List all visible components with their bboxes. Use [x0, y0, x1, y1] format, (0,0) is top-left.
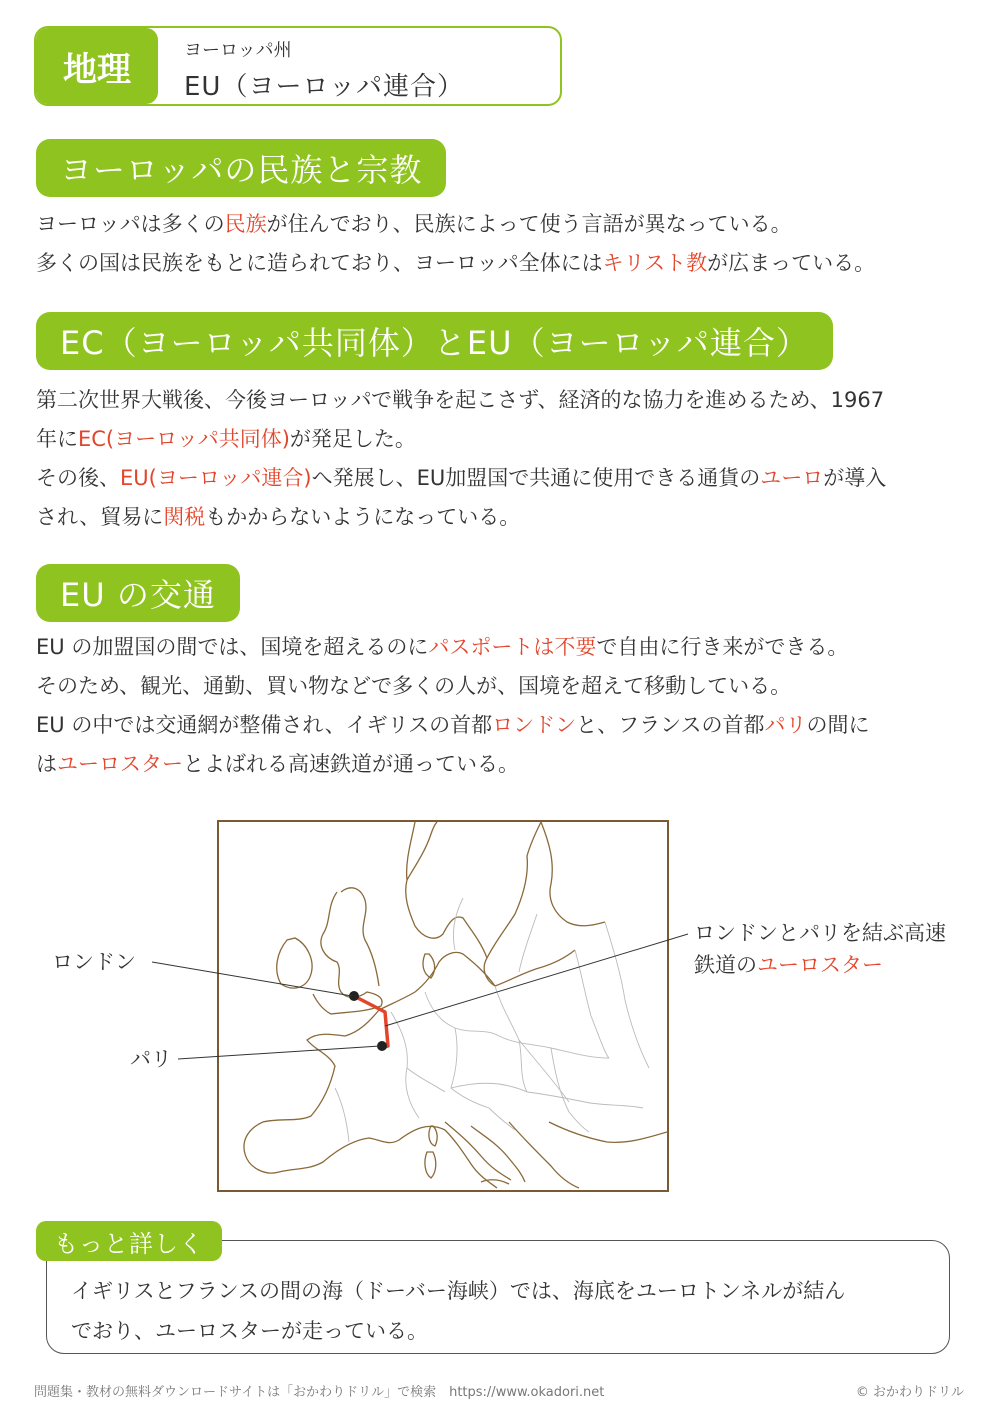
detail-line: でおり、ユーロスターが走っている。 [71, 1319, 428, 1343]
text: が住んでおり、民族によって使う言語が異なっている。 [266, 212, 792, 236]
keyword: 関税 [163, 505, 206, 529]
text: へ発展し、EU加盟国で共通に使用できる通貨の [311, 466, 761, 490]
detail-line: イギリスとフランスの間の海（ドーバー海峡）では、海底をユーロトンネルが結ん [71, 1279, 846, 1303]
text: 鉄道の [694, 953, 757, 977]
keyword: パリ [764, 713, 807, 737]
text: EU の中では交通網が整備され、イギリスの首都 [36, 713, 493, 737]
text: の間に [806, 713, 870, 737]
paragraph-line: 第二次世界大戦後、今後ヨーロッパで戦争を起こさず、経済的な協力を進めるため、1967 [36, 388, 885, 412]
keyword: キリスト教 [602, 251, 708, 275]
keyword: 民族 [224, 212, 267, 236]
text: が広まっている。 [707, 251, 876, 275]
text: が発足した。 [289, 427, 416, 451]
keyword: EC(ヨーロッパ共同体) [78, 427, 290, 451]
text: が導入 [823, 466, 887, 490]
text: は [36, 752, 57, 776]
text: その後、 [36, 466, 120, 490]
keyword: パスポートは不要 [428, 635, 597, 659]
text: 多くの国は民族をもとに造られており、ヨーロッパ全体には [36, 251, 603, 275]
eurostar-leader-line [385, 934, 688, 1026]
unit-label: ヨーロッパ州 [184, 40, 292, 61]
london-leader-line [152, 962, 352, 996]
text: 年に [36, 427, 78, 451]
footer-left: 問題集・教材の無料ダウンロードサイトは「おかわりドリル」で検索 https://www.okadori.net [34, 1385, 605, 1400]
text: で自由に行き来ができる。 [596, 635, 849, 659]
keyword: ユーロスター [757, 953, 883, 977]
text: もかからないようになっている。 [205, 505, 521, 529]
keyword: ユーロスター [57, 752, 183, 776]
text: され、貿易に [36, 505, 164, 529]
section-heading-eu-transport: EU の交通 [36, 564, 240, 622]
section-heading-ec-eu: EC（ヨーロッパ共同体）とEU（ヨーロッパ連合） [36, 312, 833, 370]
text: EU の加盟国の間では、国境を超えるのに [36, 635, 429, 659]
detail-tab: もっと詳しく [36, 1221, 222, 1261]
paragraph-line: そのため、観光、通勤、買い物などで多くの人が、国境を超えて移動している。 [36, 674, 792, 698]
subject-tag: 地理 [36, 28, 158, 104]
section-heading-ethnicity: ヨーロッパの民族と宗教 [36, 139, 446, 197]
text: と、フランスの首都 [576, 713, 765, 737]
eurostar-label-line [694, 949, 946, 981]
paris-leader-line [178, 1046, 380, 1059]
text: とよばれる高速鉄道が通っている。 [183, 752, 519, 776]
page-title: EU（ヨーロッパ連合） [184, 72, 464, 102]
keyword: EU(ヨーロッパ連合) [120, 466, 312, 490]
keyword: ユーロ [760, 466, 824, 490]
eurostar-label-line: ロンドンとパリを結ぶ高速 [694, 921, 946, 945]
text: ヨーロッパは多くの [36, 212, 225, 236]
paris-label: パリ [130, 1047, 172, 1071]
eurostar-label [694, 917, 946, 981]
london-label: ロンドン [52, 950, 136, 974]
footer-right: © おかわりドリル [855, 1385, 964, 1400]
keyword: ロンドン [492, 713, 577, 737]
